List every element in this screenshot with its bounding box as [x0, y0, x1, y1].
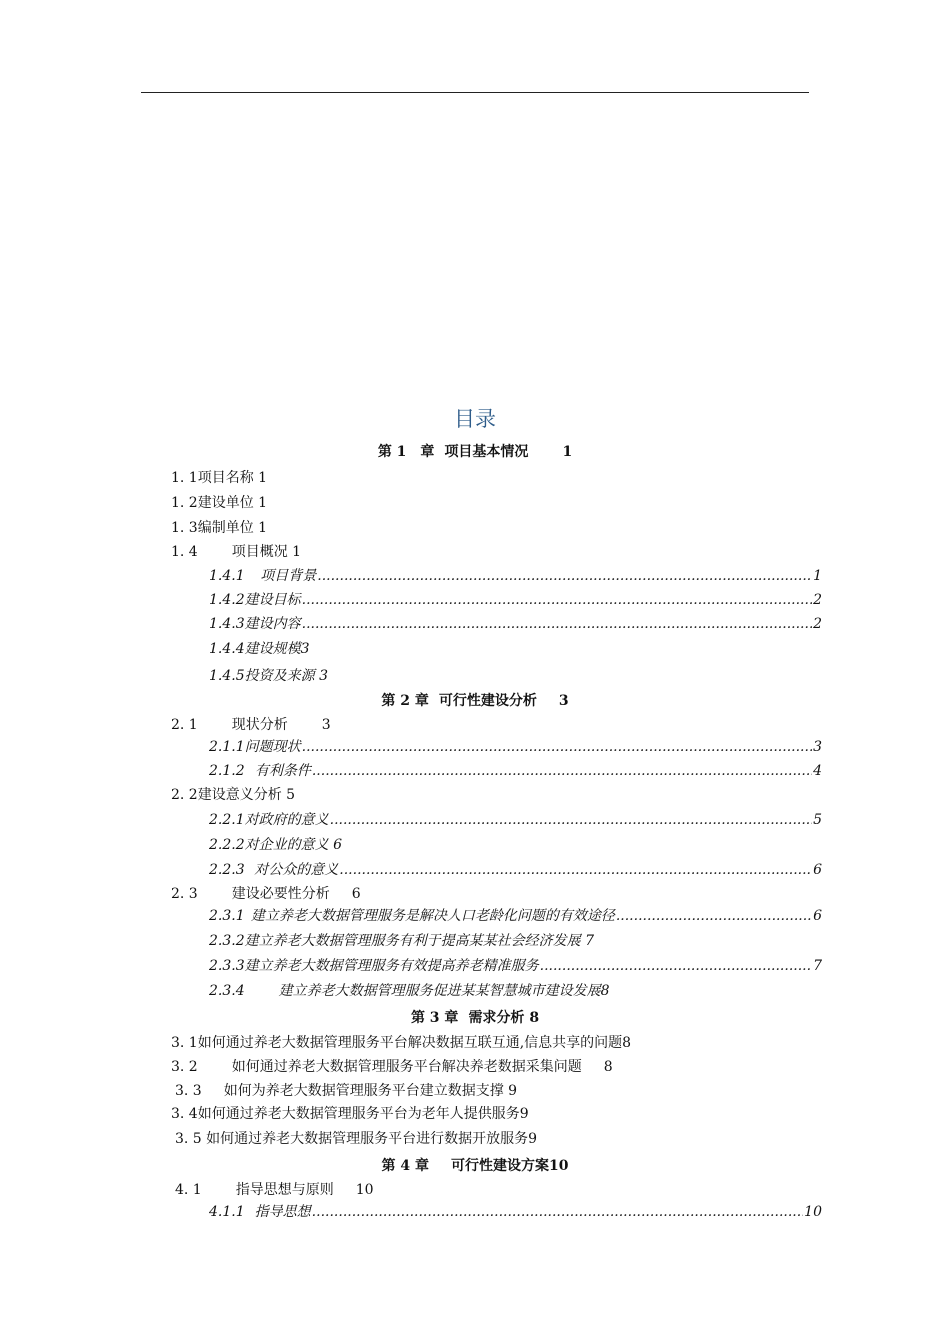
- toc-entry-3-1[interactable]: [171, 1032, 631, 1054]
- toc-number: 1.4.3: [209, 616, 245, 632]
- toc-page: 6: [813, 862, 822, 878]
- toc-entry-2-1-2[interactable]: [209, 760, 822, 782]
- toc-entry-2-2-2[interactable]: [209, 834, 822, 856]
- toc-label: 现状分析: [231, 717, 288, 733]
- toc-label: 投资及来源: [244, 668, 315, 684]
- toc-leader: [616, 905, 812, 927]
- toc-page: 1: [292, 544, 302, 560]
- toc-entry-2-3-2[interactable]: [209, 930, 822, 952]
- toc-chapter-4[interactable]: [0, 1155, 950, 1177]
- toc-number: 2.3.1: [209, 908, 245, 924]
- toc-number: 2.1.2: [209, 763, 245, 779]
- toc-page: 6: [333, 837, 342, 853]
- toc-entry-1-3[interactable]: [171, 517, 267, 539]
- toc-entry-3-4[interactable]: [171, 1103, 529, 1125]
- toc-entry-1-4-3[interactable]: [209, 613, 822, 635]
- toc-entry-1-1[interactable]: [171, 467, 267, 489]
- toc-label: 建设规模: [244, 641, 301, 657]
- toc-label: 建设单位: [197, 495, 254, 511]
- toc-entry-1-4-2[interactable]: [209, 589, 822, 611]
- toc-number: 2. 1: [171, 717, 198, 733]
- toc-leader: [312, 760, 812, 782]
- toc-entry-3-5[interactable]: [175, 1128, 537, 1150]
- toc-label: 建立养老大数据管理服务有效提高养老精准服务: [244, 958, 539, 974]
- toc-label: 如何通过养老大数据管理服务平台解决养老数据采集问题: [231, 1059, 582, 1075]
- toc-label: 项目背景: [260, 568, 317, 584]
- toc-page: 7: [585, 933, 594, 949]
- toc-number: 1. 3: [171, 520, 198, 536]
- toc-page: 3: [319, 668, 328, 684]
- toc-page: 9: [508, 1083, 518, 1099]
- toc-label: 问题现状: [244, 739, 301, 755]
- toc-number: 1. 1: [171, 470, 198, 486]
- toc-number: 4. 1: [175, 1182, 202, 1198]
- toc-label: 对企业的意义: [244, 837, 329, 853]
- toc-entry-2-1[interactable]: [171, 714, 331, 736]
- toc-chapter-3[interactable]: [0, 1007, 950, 1029]
- toc-entry-1-2[interactable]: [171, 492, 267, 514]
- toc-page: 9: [528, 1131, 538, 1147]
- toc-entry-1-4-1[interactable]: [209, 565, 822, 587]
- toc-page: 4: [813, 763, 822, 779]
- toc-page: 1: [562, 444, 573, 460]
- toc-entry-1-4-5[interactable]: [209, 665, 822, 687]
- toc-page: 3: [321, 717, 331, 733]
- toc-number: 1.4.4: [209, 641, 245, 657]
- toc-label: 建设意义分析: [197, 787, 282, 803]
- toc-leader: [330, 809, 812, 831]
- toc-label: 建立养老大数据管理服务有利于提高某某社会经济发展: [244, 933, 581, 949]
- toc-number: 第 1 章: [377, 444, 435, 460]
- toc-entry-2-2-1[interactable]: [209, 809, 822, 831]
- toc-page: 2: [813, 616, 822, 632]
- toc-page: 5: [286, 787, 296, 803]
- toc-title: 目录: [454, 407, 496, 431]
- toc-leader: [302, 589, 812, 611]
- header-rule: [141, 92, 809, 93]
- toc-number: 1.4.1: [209, 568, 245, 584]
- toc-entry-2-1-1[interactable]: [209, 736, 822, 758]
- toc-leader: [339, 859, 812, 881]
- toc-number: 1. 4: [171, 544, 198, 560]
- toc-page: 10: [804, 1204, 822, 1220]
- toc-entry-1-4-4[interactable]: [209, 638, 822, 660]
- toc-number: 2.3.4: [209, 983, 245, 999]
- toc-number: 1. 2: [171, 495, 198, 511]
- toc-number: 3. 1: [171, 1035, 198, 1051]
- toc-label: 建设目标: [244, 592, 301, 608]
- toc-label: 可行性建设分析: [438, 693, 537, 709]
- toc-number: 2.1.1: [209, 739, 245, 755]
- toc-label: 建立养老大数据管理服务是解决人口老龄化问题的有效途径: [250, 908, 615, 924]
- toc-label: 项目名称: [197, 470, 254, 486]
- toc-number: 第 3 章: [410, 1010, 459, 1026]
- toc-page: 9: [519, 1106, 529, 1122]
- toc-entry-3-2[interactable]: [171, 1056, 613, 1078]
- toc-page: 1: [813, 568, 822, 584]
- toc-label: 编制单位: [197, 520, 254, 536]
- toc-entry-2-3-3[interactable]: [209, 955, 822, 977]
- toc-leader: [302, 613, 812, 635]
- toc-number: 2.2.2: [209, 837, 245, 853]
- toc-page: 6: [813, 908, 822, 924]
- toc-entry-2-2-3[interactable]: [209, 859, 822, 881]
- toc-page: 2: [813, 592, 822, 608]
- toc-number: 2.3.2: [209, 933, 245, 949]
- toc-number: 2.2.1: [209, 812, 245, 828]
- toc-leader: [317, 565, 812, 587]
- toc-label: 项目概况: [231, 544, 288, 560]
- toc-number: 第 4 章: [381, 1158, 429, 1174]
- toc-page: 1: [258, 520, 268, 536]
- toc-label: 建设内容: [244, 616, 301, 632]
- toc-label: 如何通过养老大数据管理服务平台为老年人提供服务: [197, 1106, 520, 1122]
- toc-leader: [302, 736, 812, 758]
- toc-chapter-2[interactable]: [0, 690, 950, 712]
- toc-number: 3. 3: [175, 1083, 202, 1099]
- toc-entry-2-3[interactable]: [171, 883, 361, 905]
- toc-label: 建立养老大数据管理服务促进某某智慧城市建设发展: [278, 983, 601, 999]
- toc-label: 指导思想与原则: [235, 1182, 334, 1198]
- toc-label: 指导思想: [254, 1204, 311, 1220]
- toc-label: 如何为养老大数据管理服务平台建立数据支撑: [223, 1083, 504, 1099]
- toc-number: 1.4.2: [209, 592, 245, 608]
- toc-number: 3. 4: [171, 1106, 198, 1122]
- toc-label: 如何通过养老大数据管理服务平台解决数据互联互通,信息共享的问题: [197, 1035, 623, 1051]
- toc-page: 8: [622, 1035, 632, 1051]
- toc-number: 2. 3: [171, 886, 198, 902]
- toc-entry-4-1-1[interactable]: [209, 1201, 822, 1223]
- toc-page: 3: [558, 693, 569, 709]
- toc-number: 2.2.3: [209, 862, 245, 878]
- toc-label: 如何通过养老大数据管理服务平台进行数据开放服务: [206, 1131, 529, 1147]
- toc-page: 3: [813, 739, 822, 755]
- toc-page: 3: [300, 641, 310, 657]
- toc-label: 需求分析: [468, 1010, 525, 1026]
- toc-entry-2-3-4[interactable]: [209, 980, 822, 1002]
- toc-page: 6: [351, 886, 361, 902]
- toc-number: 2. 2: [171, 787, 198, 803]
- toc-page: 7: [813, 958, 822, 974]
- toc-page: 10: [549, 1158, 569, 1174]
- toc-page: 10: [355, 1182, 374, 1198]
- toc-number: 2.3.3: [209, 958, 245, 974]
- toc-number: 1.4.5: [209, 668, 245, 684]
- toc-page: 1: [258, 495, 268, 511]
- toc-number: 4.1.1: [209, 1204, 245, 1220]
- toc-entry-3-3[interactable]: [175, 1080, 517, 1102]
- toc-number: 3. 5: [175, 1131, 202, 1147]
- toc-label: 项目基本情况: [444, 444, 529, 460]
- toc-page: 8: [529, 1010, 540, 1026]
- toc-label: 对公众的意义: [254, 862, 339, 878]
- toc-chapter-1[interactable]: [0, 441, 950, 463]
- toc-leader: [540, 955, 812, 977]
- toc-page: 8: [600, 983, 610, 999]
- toc-entry-2-3-1[interactable]: [209, 905, 822, 927]
- toc-label: 有利条件: [254, 763, 311, 779]
- toc-label: 建设必要性分析: [231, 886, 330, 902]
- toc-entry-2-2[interactable]: [171, 784, 295, 806]
- toc-page: 8: [603, 1059, 613, 1075]
- toc-label: 对政府的意义: [244, 812, 329, 828]
- toc-label: 可行性建设方案: [451, 1158, 549, 1174]
- toc-page: 1: [258, 470, 268, 486]
- toc-leader: [312, 1201, 804, 1223]
- toc-number: 3. 2: [171, 1059, 198, 1075]
- toc-entry-1-4[interactable]: [171, 541, 301, 563]
- toc-entry-4-1[interactable]: [175, 1179, 374, 1201]
- toc-number: 第 2 章: [381, 693, 429, 709]
- toc-page: 5: [813, 812, 822, 828]
